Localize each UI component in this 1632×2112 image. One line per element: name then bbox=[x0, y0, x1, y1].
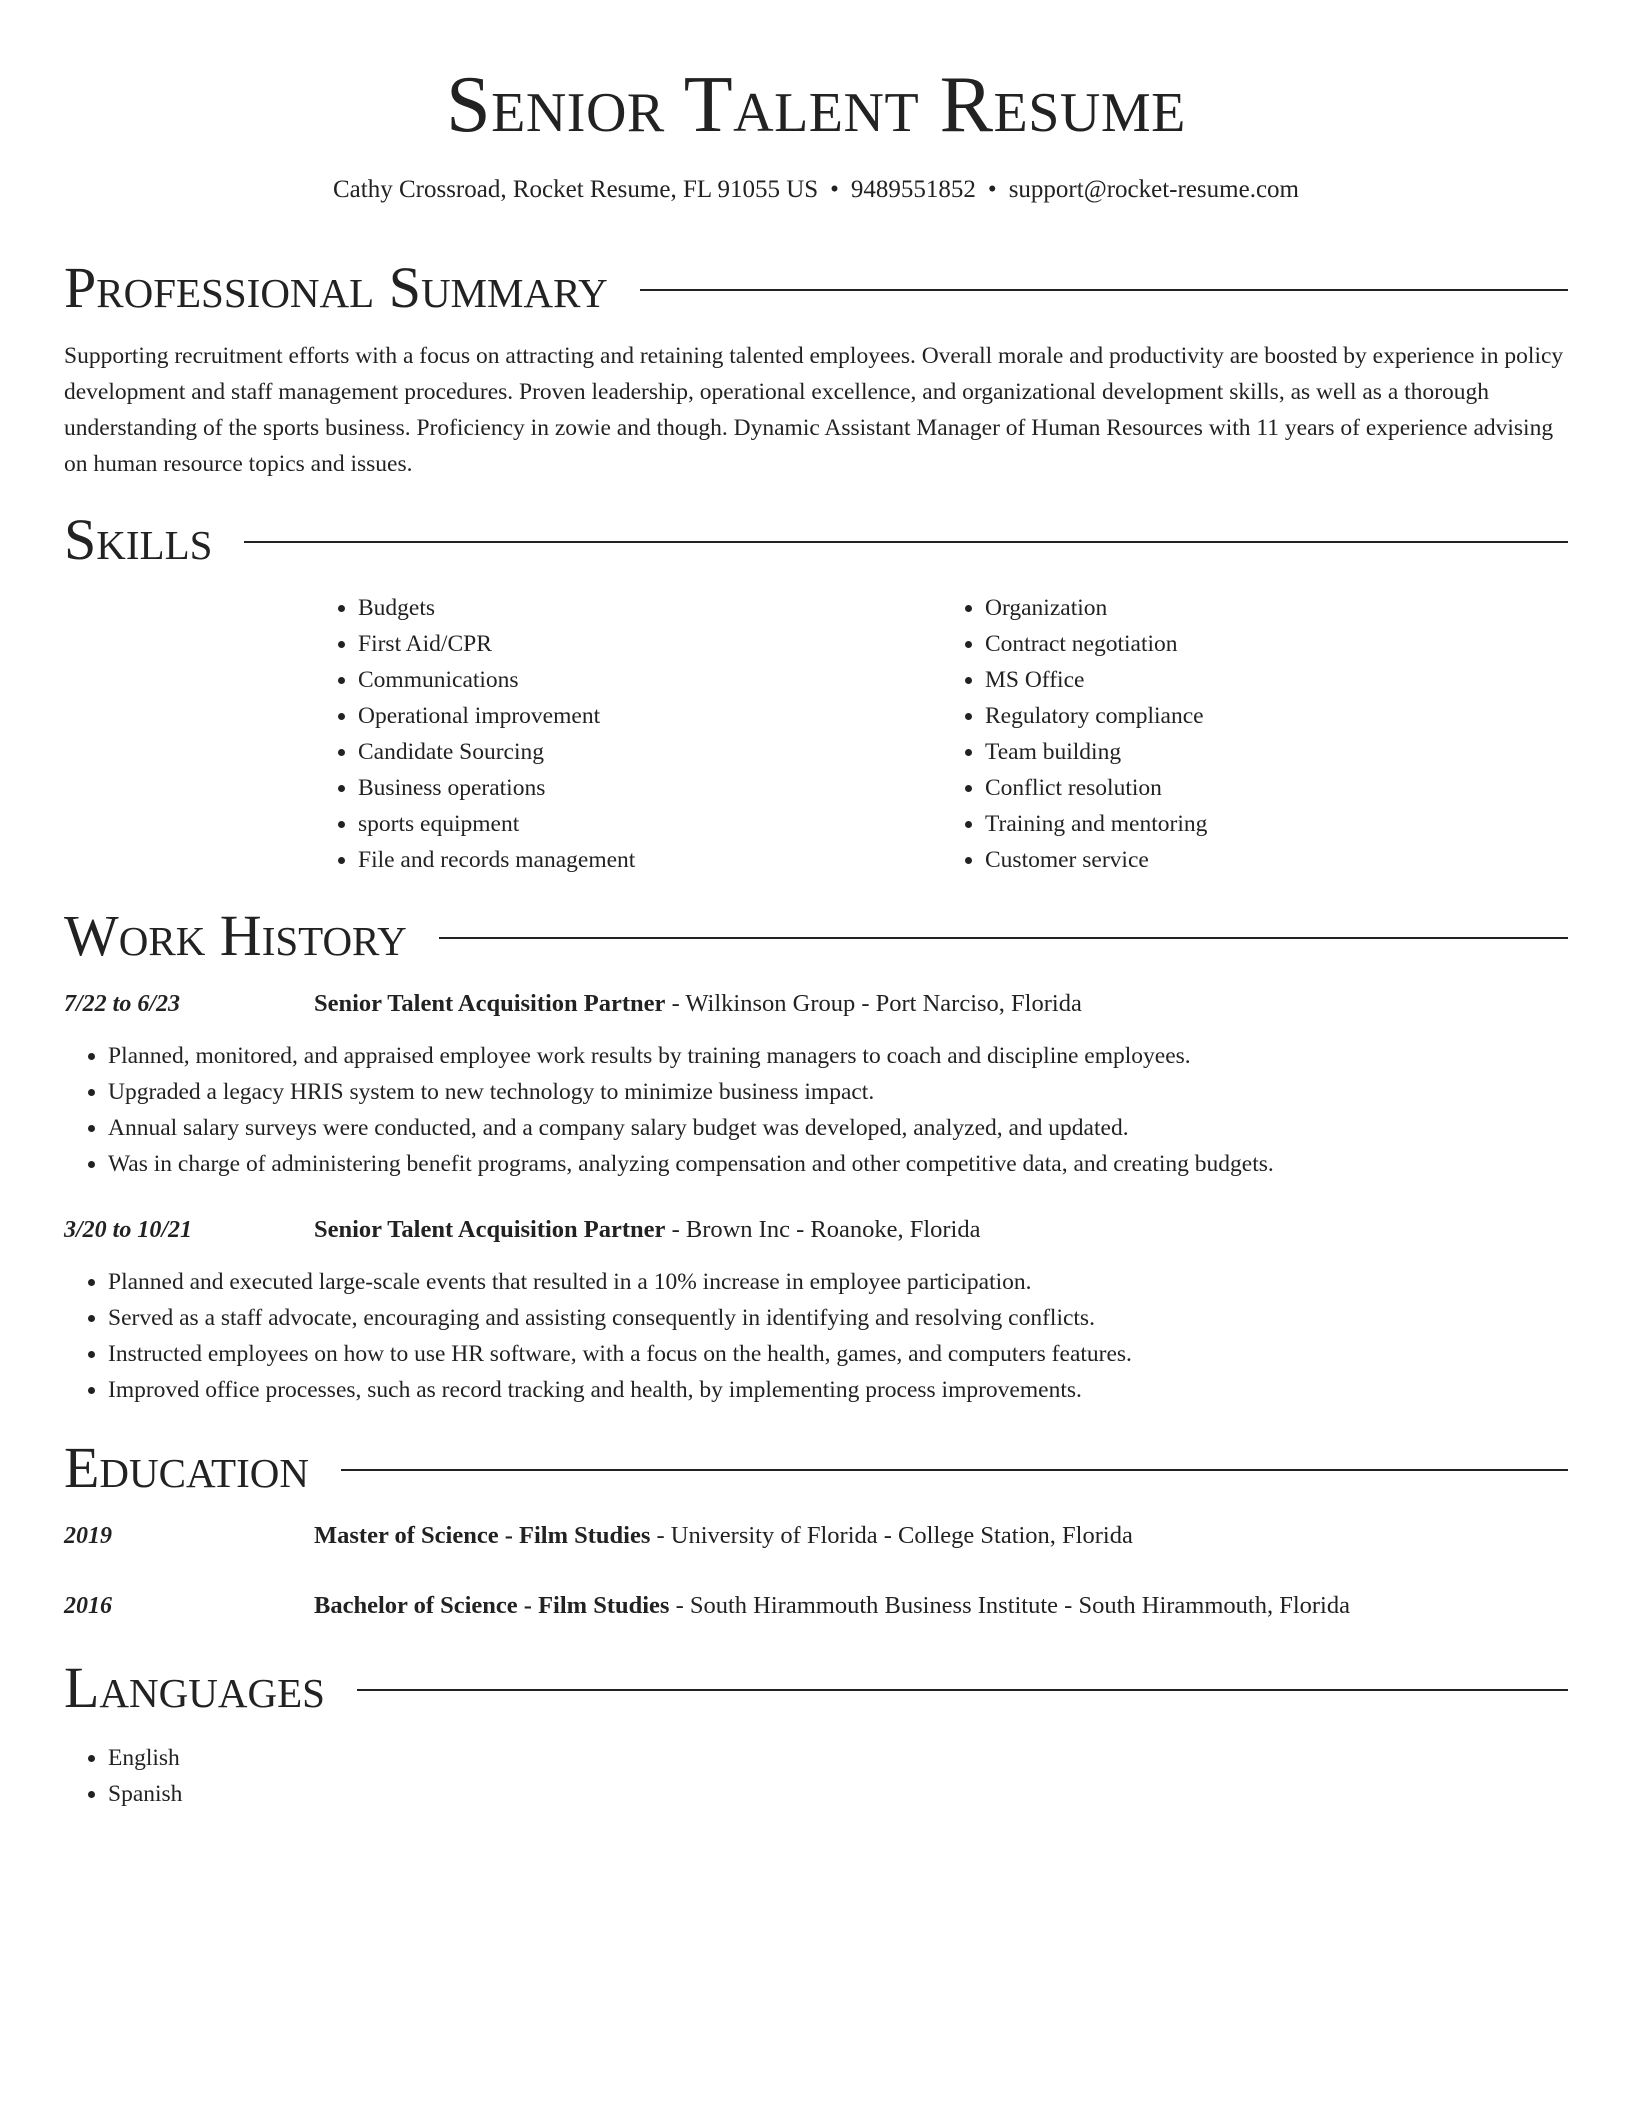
contact-separator: • bbox=[830, 176, 839, 203]
education-heading-text bbox=[314, 1518, 1133, 1554]
job-heading bbox=[314, 986, 1082, 1022]
education-details: - South Hirammouth Business Institute - South Hirammouth, Florida bbox=[669, 1592, 1350, 1619]
section-divider bbox=[439, 937, 1568, 939]
skill-item: • Organization bbox=[985, 590, 1568, 626]
job-bullet: • Instructed employees on how to use HR software, with a focus on the health, games, and computers features. bbox=[108, 1336, 1568, 1372]
contact-phone: 9489551852 bbox=[850, 176, 976, 203]
education-degree: Bachelor of Science - Film Studies bbox=[314, 1592, 670, 1619]
skills-heading: Skills bbox=[64, 507, 213, 572]
job-bullet: • Was in charge of administering benefit programs, analyzing compensation and other competitive data, and creating budgets. bbox=[108, 1146, 1568, 1182]
job-header bbox=[64, 986, 1568, 1022]
job-details: - Wilkinson Group - Port Narciso, Florida bbox=[665, 990, 1082, 1017]
job-dates: 7/22 to 6/23 bbox=[64, 991, 181, 1017]
skills-list-right bbox=[941, 590, 1568, 878]
skill-item: • First Aid/CPR bbox=[358, 626, 941, 662]
job-title: Senior Talent Acquisition Partner bbox=[314, 990, 666, 1017]
work-heading-row bbox=[64, 904, 1568, 968]
work-heading: Work History bbox=[64, 903, 407, 968]
skill-item: • Operational improvement bbox=[358, 698, 941, 734]
education-year: 2019 bbox=[64, 1523, 112, 1549]
languages-heading: Languages bbox=[64, 1655, 325, 1720]
education-section bbox=[64, 1436, 1568, 1624]
skill-item: • Conflict resolution bbox=[985, 770, 1568, 806]
skill-item: • Communications bbox=[358, 662, 941, 698]
job-title: Senior Talent Acquisition Partner bbox=[314, 1216, 666, 1243]
education-entry bbox=[64, 1518, 1568, 1554]
skill-item: • Regulatory compliance bbox=[985, 698, 1568, 734]
skill-item: • File and records management bbox=[358, 842, 941, 878]
education-year: 2016 bbox=[64, 1593, 112, 1619]
work-section bbox=[64, 904, 1568, 1408]
contact-email: support@rocket-resume.com bbox=[1008, 176, 1299, 203]
job-bullet: • Annual salary surveys were conducted, and a company salary budget was developed, analyzed, and updated. bbox=[108, 1110, 1568, 1146]
job-bullet: • Served as a staff advocate, encouraging and assisting consequently in identifying and resolving conflicts. bbox=[108, 1300, 1568, 1336]
section-divider bbox=[244, 541, 1568, 543]
skill-item: • Customer service bbox=[985, 842, 1568, 878]
contact-line bbox=[64, 174, 1568, 206]
skills-list-left bbox=[314, 590, 941, 878]
education-entry bbox=[64, 1588, 1568, 1624]
languages-list bbox=[64, 1740, 1568, 1812]
education-heading: Education bbox=[64, 1435, 309, 1500]
language-item: • English bbox=[108, 1740, 1568, 1776]
languages-section bbox=[64, 1656, 1568, 1812]
education-details: - University of Florida - College Station, Florida bbox=[650, 1522, 1133, 1549]
job-dates: 3/20 to 10/21 bbox=[64, 1217, 193, 1243]
contact-separator: • bbox=[987, 176, 997, 203]
section-divider bbox=[341, 1469, 1568, 1471]
resume-title: Senior Talent Resume bbox=[446, 61, 1186, 149]
summary-heading: Professional Summary bbox=[64, 255, 608, 320]
section-divider bbox=[357, 1689, 1568, 1691]
job-entry bbox=[64, 1212, 1568, 1408]
skill-item: • Budgets bbox=[358, 590, 941, 626]
skills-heading-row bbox=[64, 508, 1568, 572]
skill-item: • Training and mentoring bbox=[985, 806, 1568, 842]
education-heading-row bbox=[64, 1436, 1568, 1500]
skill-item: • MS Office bbox=[985, 662, 1568, 698]
job-header bbox=[64, 1212, 1568, 1248]
skills-section bbox=[64, 508, 1568, 878]
summary-text: Supporting recruitment efforts with a focus on attracting and retaining talented employees. Overall morale and productivity are boosted by experience in policy development and staff management procedures. Proven leadership, operational excellence, and organizational development skills, as well as a thorough understanding of the sports business. Proficiency in zowie and though. Dynamic Assistant Manager of Human Resources with 11 years of experience advising on human resource topics and issues. bbox=[64, 343, 1564, 477]
job-bullet: • Planned, monitored, and appraised employee work results by training managers to coach and discipline employees. bbox=[108, 1038, 1568, 1074]
contact-address: Cathy Crossroad, Rocket Resume, FL 91055 US bbox=[333, 176, 819, 203]
job-heading bbox=[314, 1212, 980, 1248]
language-item: • Spanish bbox=[108, 1776, 1568, 1812]
section-divider bbox=[640, 289, 1568, 291]
skill-item: • Contract negotiation bbox=[985, 626, 1568, 662]
job-details: - Brown Inc - Roanoke, Florida bbox=[665, 1216, 981, 1243]
summary-section bbox=[64, 256, 1568, 482]
job-bullet: • Upgraded a legacy HRIS system to new technology to minimize business impact. bbox=[108, 1074, 1568, 1110]
job-entry bbox=[64, 986, 1568, 1182]
skill-item: • Team building bbox=[985, 734, 1568, 770]
education-degree: Master of Science - Film Studies bbox=[314, 1522, 651, 1549]
education-heading-text bbox=[314, 1588, 1350, 1624]
skill-item: • sports equipment bbox=[358, 806, 941, 842]
skill-item: • Business operations bbox=[358, 770, 941, 806]
summary-heading-row bbox=[64, 256, 1568, 320]
job-bullets bbox=[64, 1038, 1568, 1182]
job-bullet: • Planned and executed large-scale events that resulted in a 10% increase in employee participation. bbox=[108, 1264, 1568, 1300]
languages-heading-row bbox=[64, 1656, 1568, 1720]
job-bullet: • Improved office processes, such as record tracking and health, by implementing process improvements. bbox=[108, 1372, 1568, 1408]
skills-grid bbox=[314, 590, 1568, 878]
job-bullets bbox=[64, 1264, 1568, 1408]
skill-item: • Candidate Sourcing bbox=[358, 734, 941, 770]
